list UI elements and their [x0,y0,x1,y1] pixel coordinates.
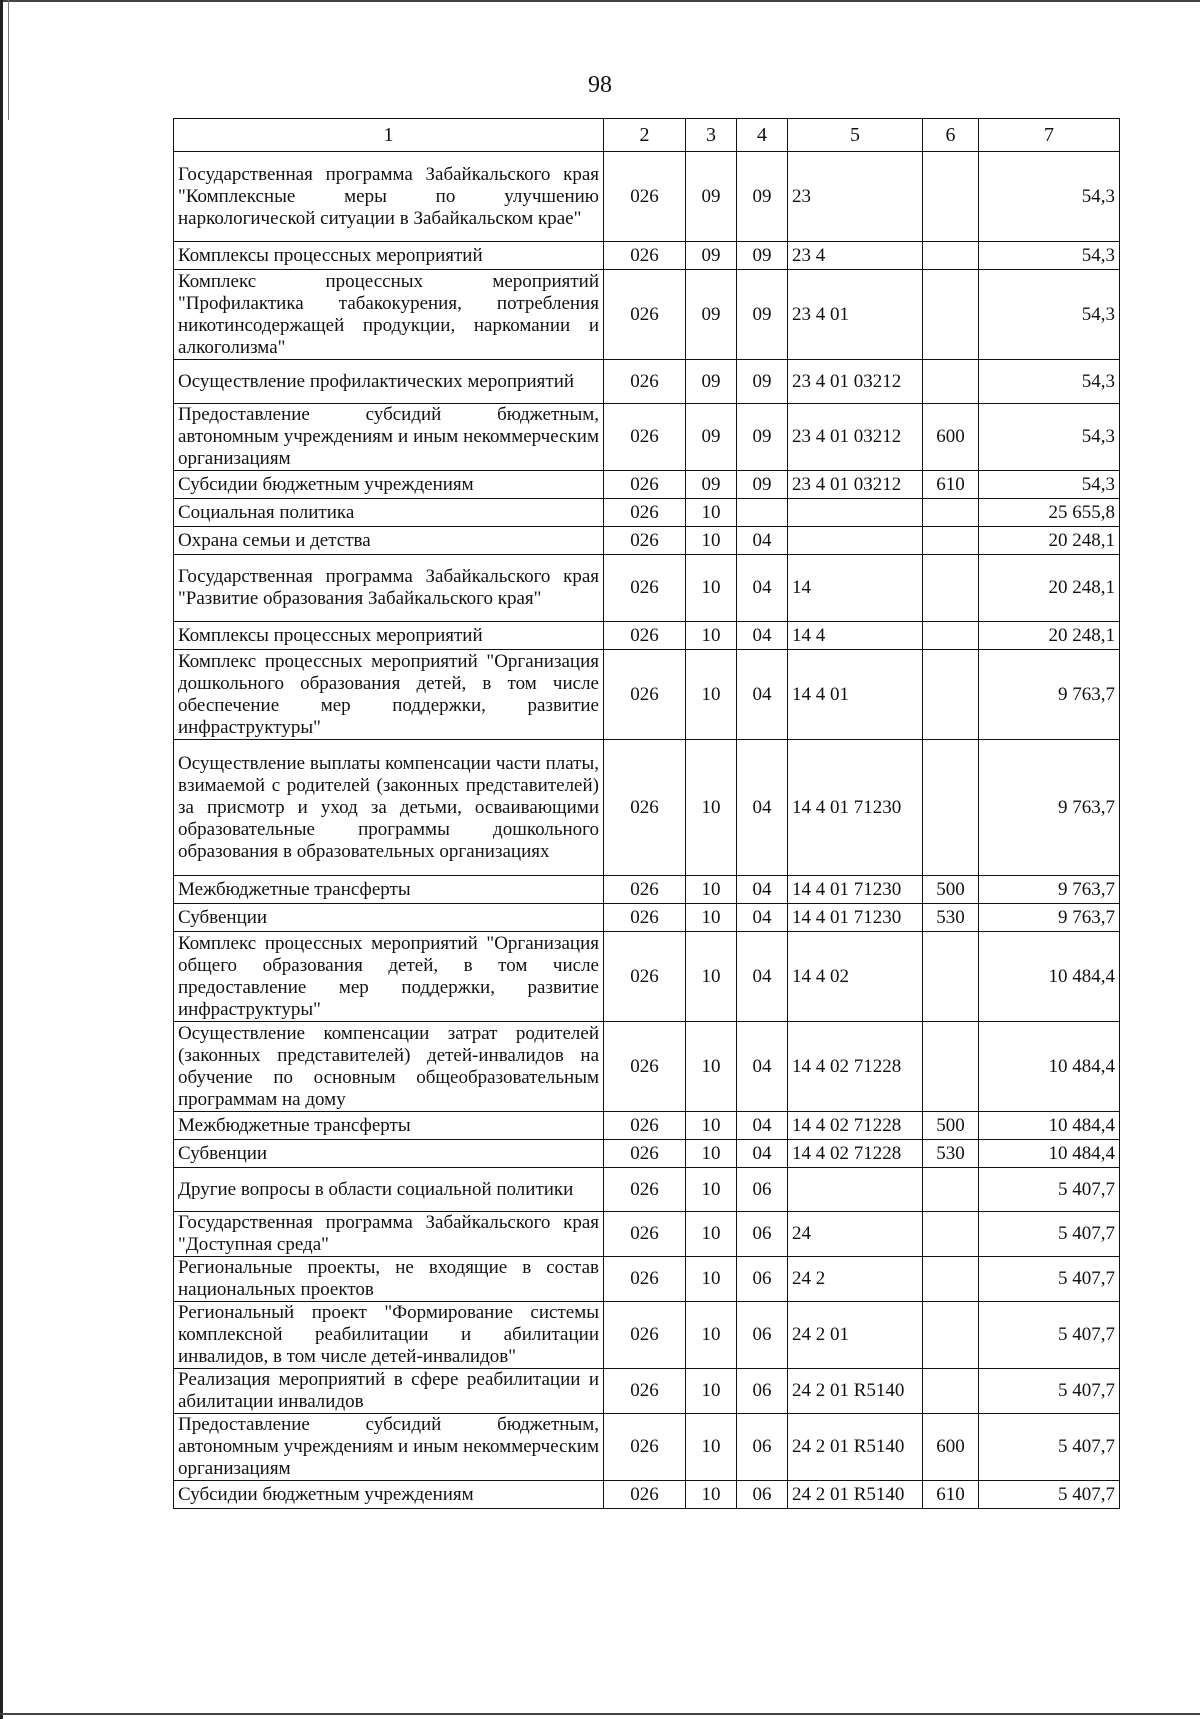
row-section: 09 [686,242,737,270]
row-subsection: 06 [737,1481,788,1509]
table-row [174,1302,1120,1369]
table-row [174,1140,1120,1168]
row-section: 10 [686,555,737,622]
row-name: Осуществление выплаты компенсации части платы, взимаемой с родителей (законных представителей) за присмотр и уход за детьми, осваивающими образовательные программы дошкольного образования в образовательных организациях [174,740,604,876]
row-section: 10 [686,904,737,932]
row-target-article: 23 [788,152,923,242]
row-subsection: 04 [737,650,788,740]
row-expense-type [923,1257,979,1302]
table-row [174,740,1120,876]
row-expense-type: 500 [923,1112,979,1140]
row-grbs-code: 026 [604,1414,686,1481]
row-expense-type [923,527,979,555]
row-section: 10 [686,1257,737,1302]
row-grbs-code: 026 [604,242,686,270]
row-grbs-code: 026 [604,932,686,1022]
row-subsection: 06 [737,1168,788,1212]
row-section: 09 [686,152,737,242]
row-subsection: 09 [737,404,788,471]
row-expense-type [923,360,979,404]
row-target-article: 24 2 01 R5140 [788,1414,923,1481]
header-col-4: 4 [737,119,788,152]
row-name: Осуществление профилактических мероприятий [174,360,604,404]
row-target-article [788,527,923,555]
row-grbs-code: 026 [604,876,686,904]
row-target-article: 24 2 [788,1257,923,1302]
header-col-1: 1 [174,119,604,152]
row-section: 10 [686,1481,737,1509]
row-amount: 5 407,7 [979,1302,1120,1369]
row-target-article: 24 2 01 [788,1302,923,1369]
row-grbs-code: 026 [604,471,686,499]
row-grbs-code: 026 [604,270,686,360]
row-target-article: 14 4 01 [788,650,923,740]
row-subsection: 04 [737,1140,788,1168]
row-section: 10 [686,1140,737,1168]
row-grbs-code: 026 [604,1140,686,1168]
table-row [174,499,1120,527]
row-name: Другие вопросы в области социальной политики [174,1168,604,1212]
row-amount: 9 763,7 [979,904,1120,932]
table-body [174,152,1120,1509]
row-subsection: 04 [737,740,788,876]
row-name: Субсидии бюджетным учреждениям [174,1481,604,1509]
row-expense-type [923,1168,979,1212]
row-expense-type [923,242,979,270]
table-row [174,1112,1120,1140]
row-target-article: 23 4 01 03212 [788,360,923,404]
row-subsection: 06 [737,1302,788,1369]
scan-border-top [0,0,1200,2]
row-amount: 5 407,7 [979,1481,1120,1509]
row-name: Комплекс процессных мероприятий "Профилактика табакокурения, потребления никотинсодержащей продукции, наркомании и алкоголизма" [174,270,604,360]
row-amount: 9 763,7 [979,650,1120,740]
row-target-article: 24 2 01 R5140 [788,1481,923,1509]
row-grbs-code: 026 [604,1112,686,1140]
row-expense-type: 530 [923,1140,979,1168]
row-subsection: 09 [737,242,788,270]
row-name: Предоставление субсидий бюджетным, автономным учреждениям и иным некоммерческим организациям [174,404,604,471]
row-amount: 10 484,4 [979,1112,1120,1140]
table-row [174,152,1120,242]
table-row [174,360,1120,404]
header-col-2: 2 [604,119,686,152]
row-section: 10 [686,932,737,1022]
row-grbs-code: 026 [604,1369,686,1414]
table-row [174,1022,1120,1112]
row-name: Охрана семьи и детства [174,527,604,555]
table-row [174,622,1120,650]
row-expense-type: 610 [923,471,979,499]
row-name: Комплекс процессных мероприятий "Организация дошкольного образования детей, в том числе обеспечение мер поддержки, развитие инфраструктуры" [174,650,604,740]
table-row [174,555,1120,622]
row-target-article: 14 4 [788,622,923,650]
header-col-5: 5 [788,119,923,152]
row-expense-type: 610 [923,1481,979,1509]
row-target-article: 14 4 01 71230 [788,876,923,904]
row-amount: 10 484,4 [979,1022,1120,1112]
row-amount: 54,3 [979,404,1120,471]
row-amount: 9 763,7 [979,740,1120,876]
row-section: 09 [686,360,737,404]
row-subsection: 09 [737,152,788,242]
row-grbs-code: 026 [604,404,686,471]
row-grbs-code: 026 [604,740,686,876]
row-amount: 20 248,1 [979,555,1120,622]
row-target-article: 14 4 02 [788,932,923,1022]
table-row [174,1481,1120,1509]
row-subsection: 04 [737,622,788,650]
row-grbs-code: 026 [604,1257,686,1302]
table-header-row [174,119,1120,152]
row-grbs-code: 026 [604,650,686,740]
row-target-article: 23 4 01 [788,270,923,360]
row-name: Региональный проект "Формирование системы комплексной реабилитации и абилитации инвалидов, в том числе детей-инвалидов" [174,1302,604,1369]
row-amount: 5 407,7 [979,1168,1120,1212]
row-target-article [788,499,923,527]
row-subsection: 04 [737,876,788,904]
row-target-article: 24 2 01 R5140 [788,1369,923,1414]
row-subsection: 09 [737,270,788,360]
row-amount: 25 655,8 [979,499,1120,527]
row-name: Реализация мероприятий в сфере реабилитации и абилитации инвалидов [174,1369,604,1414]
row-amount: 54,3 [979,270,1120,360]
row-grbs-code: 026 [604,1022,686,1112]
table-row [174,404,1120,471]
row-grbs-code: 026 [604,622,686,650]
row-name: Комплексы процессных мероприятий [174,242,604,270]
table-row [174,471,1120,499]
row-subsection: 04 [737,1022,788,1112]
row-target-article: 14 4 01 71230 [788,740,923,876]
row-target-article: 14 4 02 71228 [788,1140,923,1168]
row-expense-type: 600 [923,404,979,471]
row-grbs-code: 026 [604,1302,686,1369]
table-row [174,1369,1120,1414]
row-name: Государственная программа Забайкальского края "Доступная среда" [174,1212,604,1257]
row-target-article: 14 [788,555,923,622]
row-section: 09 [686,270,737,360]
row-grbs-code: 026 [604,527,686,555]
row-expense-type [923,1212,979,1257]
row-amount: 54,3 [979,471,1120,499]
row-name: Осуществление компенсации затрат родителей (законных представителей) детей-инвалидов на обучение по основным общеобразовательным программам на дому [174,1022,604,1112]
row-target-article: 23 4 01 03212 [788,471,923,499]
row-amount: 10 484,4 [979,932,1120,1022]
row-section: 10 [686,1168,737,1212]
table-row [174,270,1120,360]
row-grbs-code: 026 [604,152,686,242]
page-number: 98 [588,72,612,98]
row-section: 10 [686,499,737,527]
table-row [174,1212,1120,1257]
table-row [174,876,1120,904]
row-name: Межбюджетные трансферты [174,876,604,904]
row-name: Субвенции [174,1140,604,1168]
row-grbs-code: 026 [604,360,686,404]
table-row [174,904,1120,932]
row-section: 10 [686,740,737,876]
table-row [174,1168,1120,1212]
row-target-article: 14 4 01 71230 [788,904,923,932]
row-grbs-code: 026 [604,1481,686,1509]
row-name: Комплекс процессных мероприятий "Организация общего образования детей, в том числе предоставление мер поддержки, развитие инфраструктуры" [174,932,604,1022]
row-expense-type [923,555,979,622]
budget-table [173,118,1120,1509]
row-subsection: 04 [737,904,788,932]
row-grbs-code: 026 [604,555,686,622]
header-col-6: 6 [923,119,979,152]
row-expense-type [923,270,979,360]
row-subsection [737,499,788,527]
table-row [174,650,1120,740]
row-grbs-code: 026 [604,904,686,932]
row-target-article: 14 4 02 71228 [788,1022,923,1112]
row-subsection: 06 [737,1212,788,1257]
row-grbs-code: 026 [604,1168,686,1212]
row-section: 10 [686,1369,737,1414]
scan-border-left [0,0,3,1719]
row-amount: 5 407,7 [979,1257,1120,1302]
row-target-article: 23 4 01 03212 [788,404,923,471]
row-name: Комплексы процессных мероприятий [174,622,604,650]
row-name: Межбюджетные трансферты [174,1112,604,1140]
table-row [174,932,1120,1022]
row-section: 10 [686,622,737,650]
row-section: 10 [686,527,737,555]
row-name: Социальная политика [174,499,604,527]
row-amount: 9 763,7 [979,876,1120,904]
row-section: 10 [686,1212,737,1257]
row-amount: 54,3 [979,360,1120,404]
table-row [174,242,1120,270]
header-col-3: 3 [686,119,737,152]
row-expense-type [923,622,979,650]
row-amount: 5 407,7 [979,1212,1120,1257]
row-expense-type: 530 [923,904,979,932]
row-section: 10 [686,876,737,904]
row-expense-type [923,932,979,1022]
row-name: Субвенции [174,904,604,932]
row-section: 09 [686,404,737,471]
row-name: Государственная программа Забайкальского края "Развитие образования Забайкальского края" [174,555,604,622]
row-subsection: 04 [737,1112,788,1140]
row-target-article [788,1168,923,1212]
row-amount: 54,3 [979,152,1120,242]
row-target-article: 14 4 02 71228 [788,1112,923,1140]
row-expense-type [923,152,979,242]
row-target-article: 24 [788,1212,923,1257]
scan-border-left-inner [8,0,9,120]
row-subsection: 06 [737,1414,788,1481]
row-amount: 10 484,4 [979,1140,1120,1168]
row-subsection: 09 [737,471,788,499]
row-expense-type [923,1369,979,1414]
row-subsection: 06 [737,1369,788,1414]
row-amount: 5 407,7 [979,1369,1120,1414]
row-amount: 54,3 [979,242,1120,270]
table-row [174,1257,1120,1302]
row-section: 10 [686,1302,737,1369]
row-section: 10 [686,1022,737,1112]
row-amount: 20 248,1 [979,622,1120,650]
row-amount: 20 248,1 [979,527,1120,555]
row-expense-type [923,499,979,527]
scan-border-bottom [0,1713,1200,1715]
row-subsection: 04 [737,555,788,622]
row-subsection: 06 [737,1257,788,1302]
header-col-7: 7 [979,119,1120,152]
row-section: 10 [686,650,737,740]
row-name: Государственная программа Забайкальского края "Комплексные меры по улучшению наркологической ситуации в Забайкальском крае" [174,152,604,242]
row-grbs-code: 026 [604,499,686,527]
table-row [174,527,1120,555]
row-expense-type [923,1022,979,1112]
row-expense-type: 500 [923,876,979,904]
row-name: Субсидии бюджетным учреждениям [174,471,604,499]
row-amount: 5 407,7 [979,1414,1120,1481]
row-subsection: 04 [737,527,788,555]
row-name: Предоставление субсидий бюджетным, автономным учреждениям и иным некоммерческим организациям [174,1414,604,1481]
row-subsection: 04 [737,932,788,1022]
row-expense-type [923,1302,979,1369]
row-name: Региональные проекты, не входящие в состав национальных проектов [174,1257,604,1302]
row-section: 10 [686,1414,737,1481]
row-section: 10 [686,1112,737,1140]
row-expense-type [923,650,979,740]
row-expense-type [923,740,979,876]
row-subsection: 09 [737,360,788,404]
row-expense-type: 600 [923,1414,979,1481]
row-target-article: 23 4 [788,242,923,270]
table-row [174,1414,1120,1481]
row-grbs-code: 026 [604,1212,686,1257]
row-section: 09 [686,471,737,499]
